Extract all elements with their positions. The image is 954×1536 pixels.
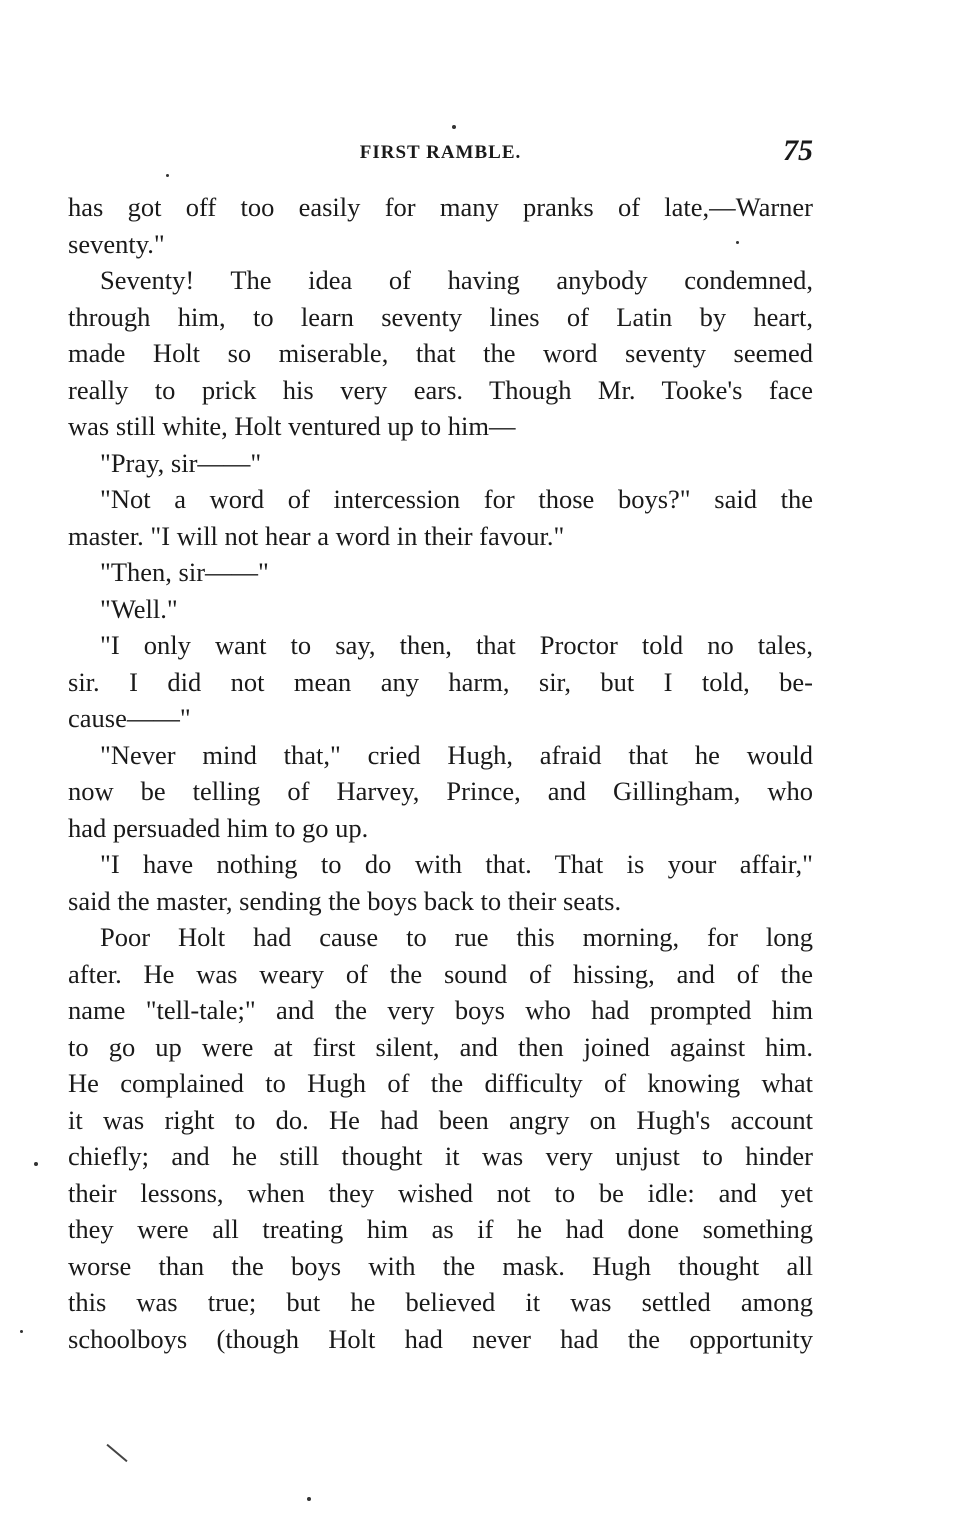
text-line: "Not a word of intercession for those boys?" said the [100,484,813,514]
ink-mark [106,1444,127,1462]
text-line: said the master, sending the boys back to their seats. [68,885,622,916]
text-line: He complained to Hugh of the difficulty of knowing what [68,1068,813,1098]
ink-speck [20,1330,23,1333]
running-head [68,134,813,170]
text-line: worse than the boys with the mask. Hugh thought all [68,1250,813,1281]
text-line: name "tell-tale;" and the very boys who had prompted him [68,995,813,1025]
text-line: now be telling of Harvey, Prince, and Gillingham, who [68,776,813,806]
ink-speck [307,1497,311,1501]
text-line: "Well." [100,593,178,624]
text-line: after. He was weary of the sound of hissing, and of the [68,958,813,989]
page-number: 75 [783,134,813,167]
text-line: Poor Holt had cause to rue this morning, for long [100,922,813,952]
ink-speck [34,1162,38,1166]
text-line: Seventy! The idea of having anybody condemned, [100,265,813,295]
text-line: master. "I will not hear a word in their favour." [68,520,565,551]
body-text [68,189,813,1357]
text-line: sir. I did not mean any harm, sir, but I told, be- [68,666,813,697]
text-line: cause——" [68,703,191,733]
ink-speck [736,241,739,244]
text-line: "Pray, sir——" [100,447,262,478]
text-line: made Holt so miserable, that the word seventy seemed [68,338,813,368]
text-line: "I only want to say, then, that Proctor told no tales, [100,630,813,660]
text-line: chiefly; and he still thought it was very unjust to hinder [68,1141,813,1171]
text-line: has got off too easily for many pranks of late,—Warner [68,192,813,222]
ink-speck [452,125,456,129]
chapter-title: FIRST RAMBLE. [359,142,522,163]
text-line: this was true; but he believed it was settled among [68,1287,813,1317]
text-line: "Never mind that," cried Hugh, afraid that he would [100,739,813,770]
text-line: was still white, Holt ventured up to him— [68,411,516,441]
text-line: it was right to do. He had been angry on Hugh's account [68,1104,813,1135]
text-line: had persuaded him to go up. [68,812,369,843]
ink-speck [166,174,169,177]
text-line: "I have nothing to do with that. That is your affair," [100,849,813,879]
text-line: their lessons, when they wished not to be idle: and yet [68,1177,813,1208]
text-line: through him, to learn seventy lines of Latin by heart, [68,301,813,332]
text-line: "Then, sir——" [100,557,269,587]
text-line: seventy." [68,228,165,259]
text-line: schoolboys (though Holt had never had the opportunity [68,1323,813,1354]
text-line: they were all treating him as if he had done something [68,1214,813,1244]
text-line: to go up were at first silent, and then joined against him. [68,1031,813,1062]
text-line: really to prick his very ears. Though Mr. Tooke's face [68,374,813,405]
